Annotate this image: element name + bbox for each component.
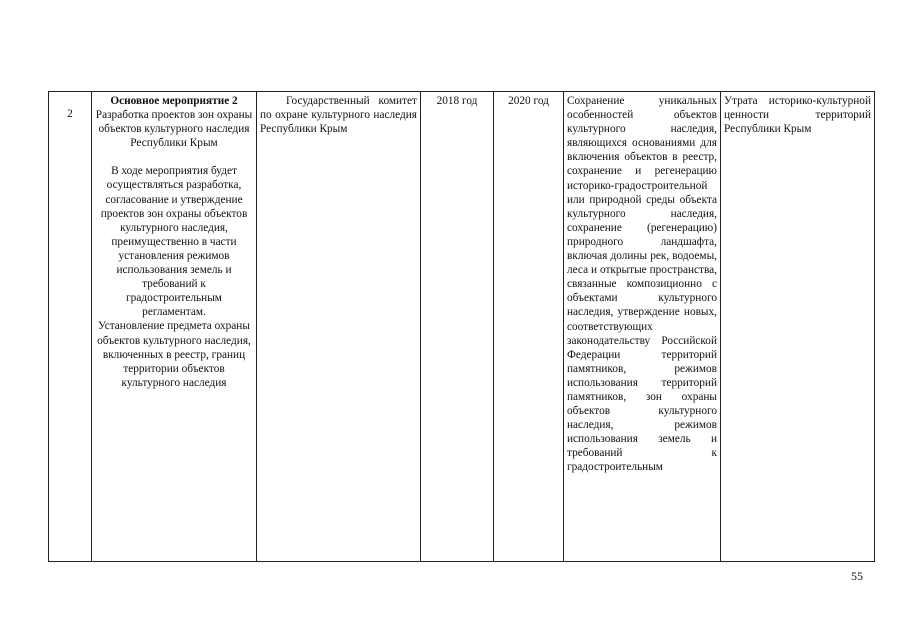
program-table xyxy=(48,91,875,562)
end-year: 2020 год xyxy=(494,92,564,562)
page-number: 55 xyxy=(851,569,863,583)
responsible-text: Государственный комитет по охране культурного наследия Республики Крым xyxy=(260,95,417,136)
event-description-2: Установление предмета охраны объектов культурного наследия, включенных в реестр, границ территории объектов культурного наследия xyxy=(97,320,251,389)
start-year: 2018 год xyxy=(421,92,494,562)
table-row xyxy=(49,92,875,562)
expected-result: Сохранение уникальных особенностей объектов культурного наследия, являющихся основаниями для включения объектов в реестр, сохранение и регенерацию историко-градостроительной или природной среды объекта культурного наследия, сохранение (регенерацию) природного ландшафта, включая долины рек, водоемы, леса и открытые пространства, связанные композиционно с объектами культурного наследия, утверждение новых, соответствующих законодательству Российской Федерации территорий памятников, режимов использования территорий памятников, зон охраны объектов культурного наследия, режимов использования земель и требований к градостроительным xyxy=(564,92,721,562)
responsible-cell xyxy=(257,92,421,562)
event-description-1: В ходе мероприятия будет осуществляться разработка, согласование и утверждение проектов зон охраны объектов культурного наследия, преимущественно в части установления режимов использования земель и требований к градостроительным регламентам. xyxy=(100,165,248,319)
row-number: 2 xyxy=(49,92,92,562)
event-subtitle: Разработка проектов зон охраны объектов культурного наследия Республики Крым xyxy=(95,109,253,150)
event-cell xyxy=(92,92,257,562)
event-title: Основное мероприятие 2 xyxy=(110,95,238,107)
risk-cell: Утрата историко-культурной ценности территорий Республики Крым xyxy=(721,92,875,562)
